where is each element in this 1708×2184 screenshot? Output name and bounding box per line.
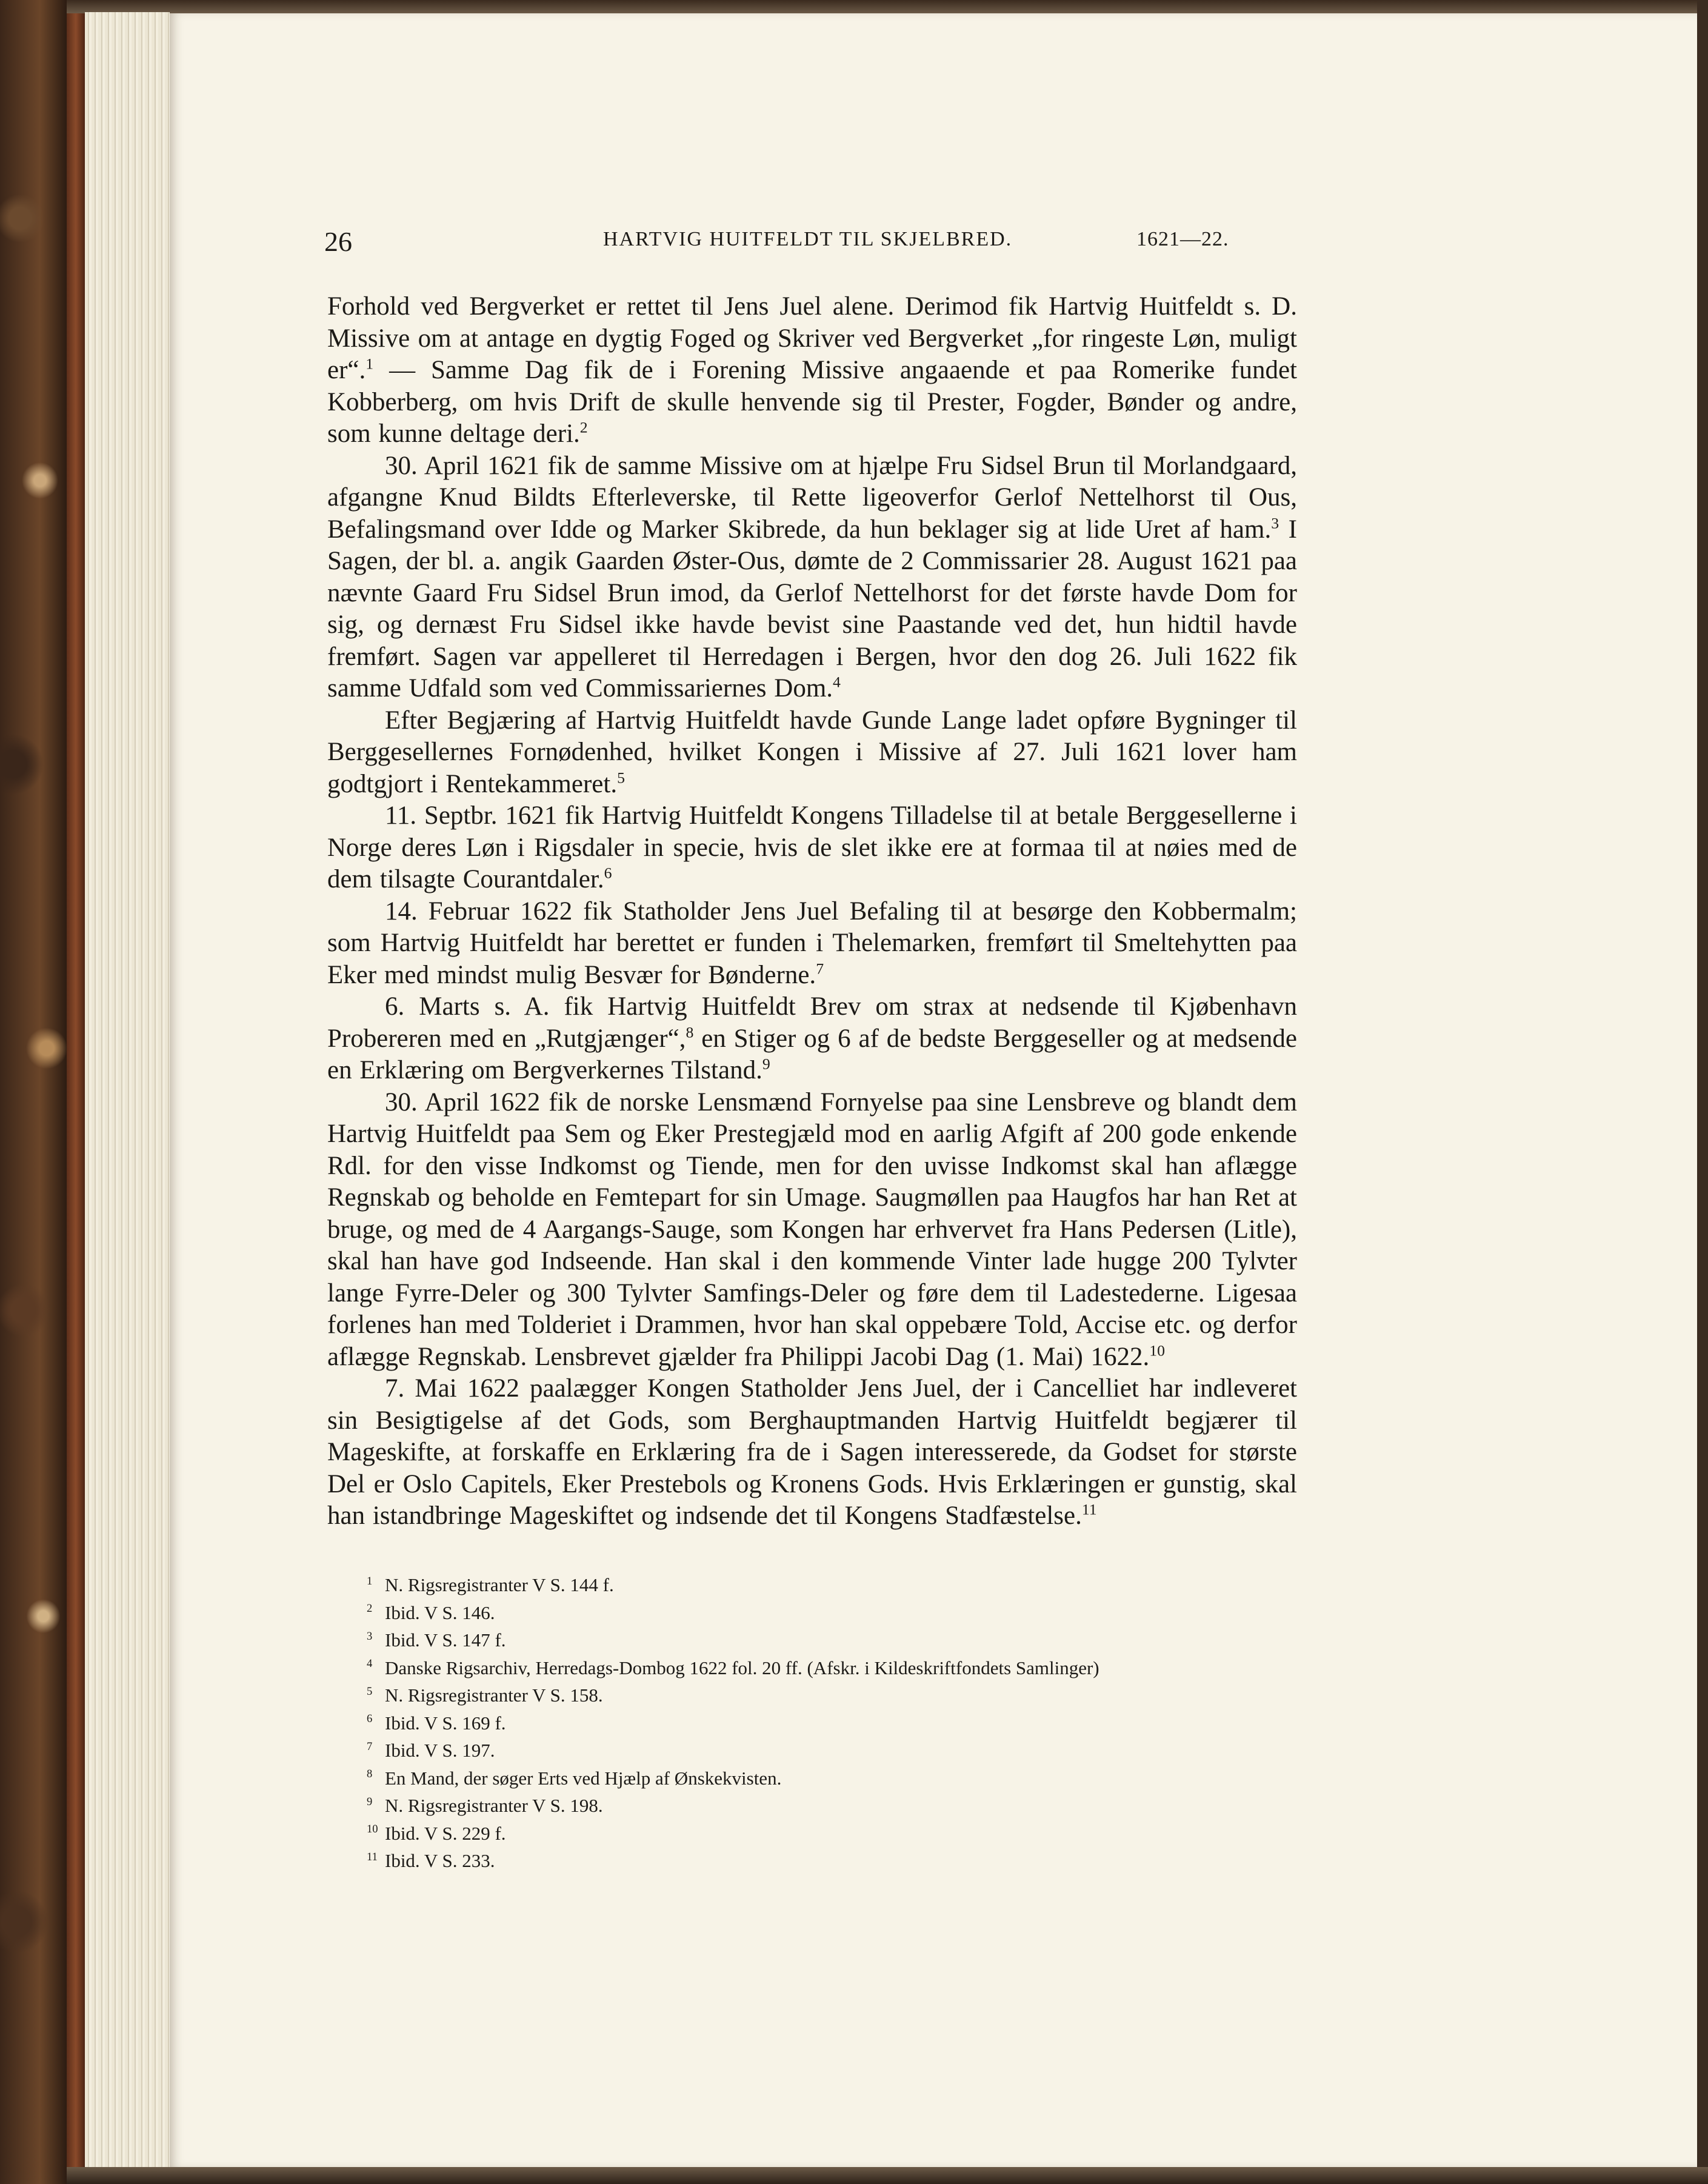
footnote-reference[interactable]: 2 xyxy=(579,418,588,436)
paragraph xyxy=(327,1373,1297,1532)
marbled-cover-board xyxy=(0,0,67,2184)
footnote-text: En Mand, der søger Erts ved Hjælp af Ønskekvisten. xyxy=(385,1767,782,1789)
paragraph xyxy=(327,705,1297,801)
footnote-text: Ibid. V S. 146. xyxy=(385,1601,495,1623)
footnote: 7 Ibid. V S. 197. xyxy=(367,1740,495,1761)
footnote-reference[interactable]: 4 xyxy=(833,673,841,691)
footnote-text: Ibid. V S. 147 f. xyxy=(385,1629,506,1651)
paragraph xyxy=(327,896,1297,992)
paragraph-text: en Stiger og 6 af de bedste Berggeseller og at medsende en Erklæring om Bergverkernes Tilstand. xyxy=(327,1024,1298,1084)
paragraph-text: 7. Mai 1622 paalægger Kongen Statholder Jens Juel, der i Cancelliet har indleveret sin Besigtigelse af det Gods, som Berghauptmanden Hartvig Huitfeldt begjærer til Mageskifte, at forskaffe en Erklæring fra de i Sagen interesserede, da Godset for største Del er Oslo Capitels, Eker Prestebols og Kronens Gods. Hvis Erklæringen er gunstig, skal han istandbringe Mageskiftet og indsende det til Kongens Stadfæstelse. xyxy=(327,1374,1297,1530)
footnote: 8 En Mand, der søger Erts ved Hjælp af Ønskekvisten. xyxy=(367,1767,782,1789)
footnote: 4 Danske Rigsarchiv, Herredags-Dombog 1622 fol. 20 ff. (Afskr. i Kildeskriftfondets Samlinger) xyxy=(367,1657,1099,1678)
footnote-reference[interactable]: 9 xyxy=(762,1055,770,1073)
footnote: 9 N. Rigsregistranter V S. 198. xyxy=(367,1795,603,1816)
paragraph-text: 30. April 1622 fik de norske Lensmænd Fornyelse paa sine Lensbreve og blandt dem Hartvig Huitfeldt paa Sem og Eker Prestegjæld mod en aarlig Afgift af 200 gode enkende Rdl. for den visse Indkomst og Tiende, men for den uvisse Indkomst skal han aflægge Regnskab og beholde en Femtepart for sin Umage. Saugmøllen paa Haugfos har han Ret at bruge, og med de 4 Aargangs-Sauge, som Kongen har erhvervet fra Hans Pedersen (Litle), skal han have god Indseende. Han skal i den kommende Vinter lade hugge 200 Tylvter lange Fyrre-Deler og 300 Tylvter Samfings-Deler og føre dem til Ladestederne. Ligesaa forlenes han med Tolderiet i Drammen, hvor han skal oppebære Told, Accise etc. og derfor aflægge Regnskab. Lensbrevet gjælder fra Philippi Jacobi Dag (1. Mai) 1622. xyxy=(327,1087,1297,1371)
footnote-reference[interactable]: 7 xyxy=(816,960,824,978)
footnote-reference[interactable]: 1 xyxy=(365,355,374,373)
footnote: 3 Ibid. V S. 147 f. xyxy=(367,1629,506,1651)
paragraph-text: 6. Marts s. A. fik Hartvig Huitfeldt Brev om strax at nedsende til Kjøbenhavn Probereren med en „Rutgjænger“, xyxy=(327,992,1297,1053)
body-text xyxy=(327,291,1297,1532)
footnote-reference[interactable]: 3 xyxy=(1271,514,1279,532)
page-edges-stack xyxy=(85,12,170,2167)
paragraph-text: Efter Begjæring af Hartvig Huitfeldt havde Gunde Lange ladet opføre Bygninger til Berggesellernes Fornødenhed, hvilket Kongen i Missive af 27. Juli 1621 lover ham godtgjort i Rentekammeret. xyxy=(327,706,1297,798)
footnote-reference[interactable]: 8 xyxy=(686,1023,694,1041)
paragraph-text: 14. Februar 1622 fik Statholder Jens Juel Befaling til at besørge den Kobbermalm; som Hartvig Huitfeldt har berettet er funden i Thelemarken, fremført til Smeltehytten paa Eker med mindst mulig Besvær for Bønderne. xyxy=(327,897,1297,989)
bottom-shadow-band xyxy=(67,2167,1708,2184)
footnote: 11 Ibid. V S. 233. xyxy=(367,1850,495,1871)
footnote-text: N. Rigsregistranter V S. 158. xyxy=(385,1685,603,1706)
footnote-text: Ibid. V S. 169 f. xyxy=(385,1712,506,1734)
paragraph-text: — Samme Dag fik de i Forening Missive angaaende et paa Romerike fundet Kobberberg, om hvis Drift de skulle henvende sig til Prester, Fogder, Bønder og andre, som kunne deltage deri. xyxy=(327,356,1297,448)
paragraph xyxy=(327,291,1297,450)
paragraph xyxy=(327,991,1297,1087)
paragraph-text: Forhold ved Bergverket er rettet til Jens Juel alene. Derimod fik Hartvig Huitfeldt s. D. Missive om at antage en dygtig Foged og Skriver ved Bergverket „for ringeste Løn, muligt er“. xyxy=(327,292,1297,384)
header-title: HARTVIG HUITFELDT TIL SKJELBRED. xyxy=(603,228,1013,250)
footnote-text: Ibid. V S. 229 f. xyxy=(385,1822,506,1844)
footnote-reference[interactable]: 6 xyxy=(604,864,612,882)
page-number: 26 xyxy=(324,226,352,257)
paragraph-text: I Sagen, der bl. a. angik Gaarden Øster-Ous, dømte de 2 Commissarier 28. August 1621 paa nævnte Gaard Fru Sidsel Brun imod, da Gerlof Nettelhorst for det første havde Dom for sig, og dernæst Fru Sidsel ikke havde bevist sine Paastande ved det, hun hidtil havde fremført. Sagen var appelleret til Herredagen i Bergen, hvor den dog 26. Juli 1622 fik samme Udfald som ved Commissariernes Dom. xyxy=(327,515,1297,703)
footnote-text: Ibid. V S. 197. xyxy=(385,1740,495,1761)
footnote-text: N. Rigsregistranter V S. 144 f. xyxy=(385,1574,614,1595)
footnote-text: Danske Rigsarchiv, Herredags-Dombog 1622 fol. 20 ff. (Afskr. i Kildeskriftfondets Samlinger) xyxy=(385,1657,1099,1678)
paragraph xyxy=(327,1087,1297,1374)
footnote-reference[interactable]: 11 xyxy=(1081,1500,1097,1518)
footnote: 5 N. Rigsregistranter V S. 158. xyxy=(367,1685,603,1706)
footnote: 2 Ibid. V S. 146. xyxy=(367,1601,495,1623)
footnote-reference[interactable]: 10 xyxy=(1149,1341,1166,1360)
footnote: 10 Ibid. V S. 229 f. xyxy=(367,1822,506,1844)
paragraph-text: 30. April 1621 fik de samme Missive om at hjælpe Fru Sidsel Brun til Morlandgaard, afgangne Knud Bildts Efterleverske, til Rette ligeoverfor Gerlof Nettelhorst til Ous, Befalingsmand over Idde og Marker Skibrede, da hun beklager sig at lide Uret af ham. xyxy=(327,451,1297,544)
paragraph xyxy=(327,450,1297,705)
footnote-text: Ibid. V S. 233. xyxy=(385,1850,495,1871)
running-head xyxy=(324,225,1306,262)
paragraph xyxy=(327,800,1297,896)
footnotes xyxy=(367,1571,1312,1875)
leather-spine-edge xyxy=(67,0,85,2184)
footnote: 1 N. Rigsregistranter V S. 144 f. xyxy=(367,1574,614,1595)
paragraph-text: 11. Septbr. 1621 fik Hartvig Huitfeldt Kongens Tilladelse til at betale Berggesellerne i Norge deres Løn i Rigsdaler in specie, hvis de slet ikke ere at formaa til at nøies med de dem tilsagte Courantdaler. xyxy=(327,801,1297,893)
right-shadow-edge xyxy=(1697,0,1708,2184)
header-years: 1621—22. xyxy=(1136,228,1229,250)
footnote-reference[interactable]: 5 xyxy=(617,769,625,787)
footnote-text: N. Rigsregistranter V S. 198. xyxy=(385,1795,603,1816)
top-shadow-band xyxy=(67,0,1708,13)
footnote: 6 Ibid. V S. 169 f. xyxy=(367,1712,506,1734)
